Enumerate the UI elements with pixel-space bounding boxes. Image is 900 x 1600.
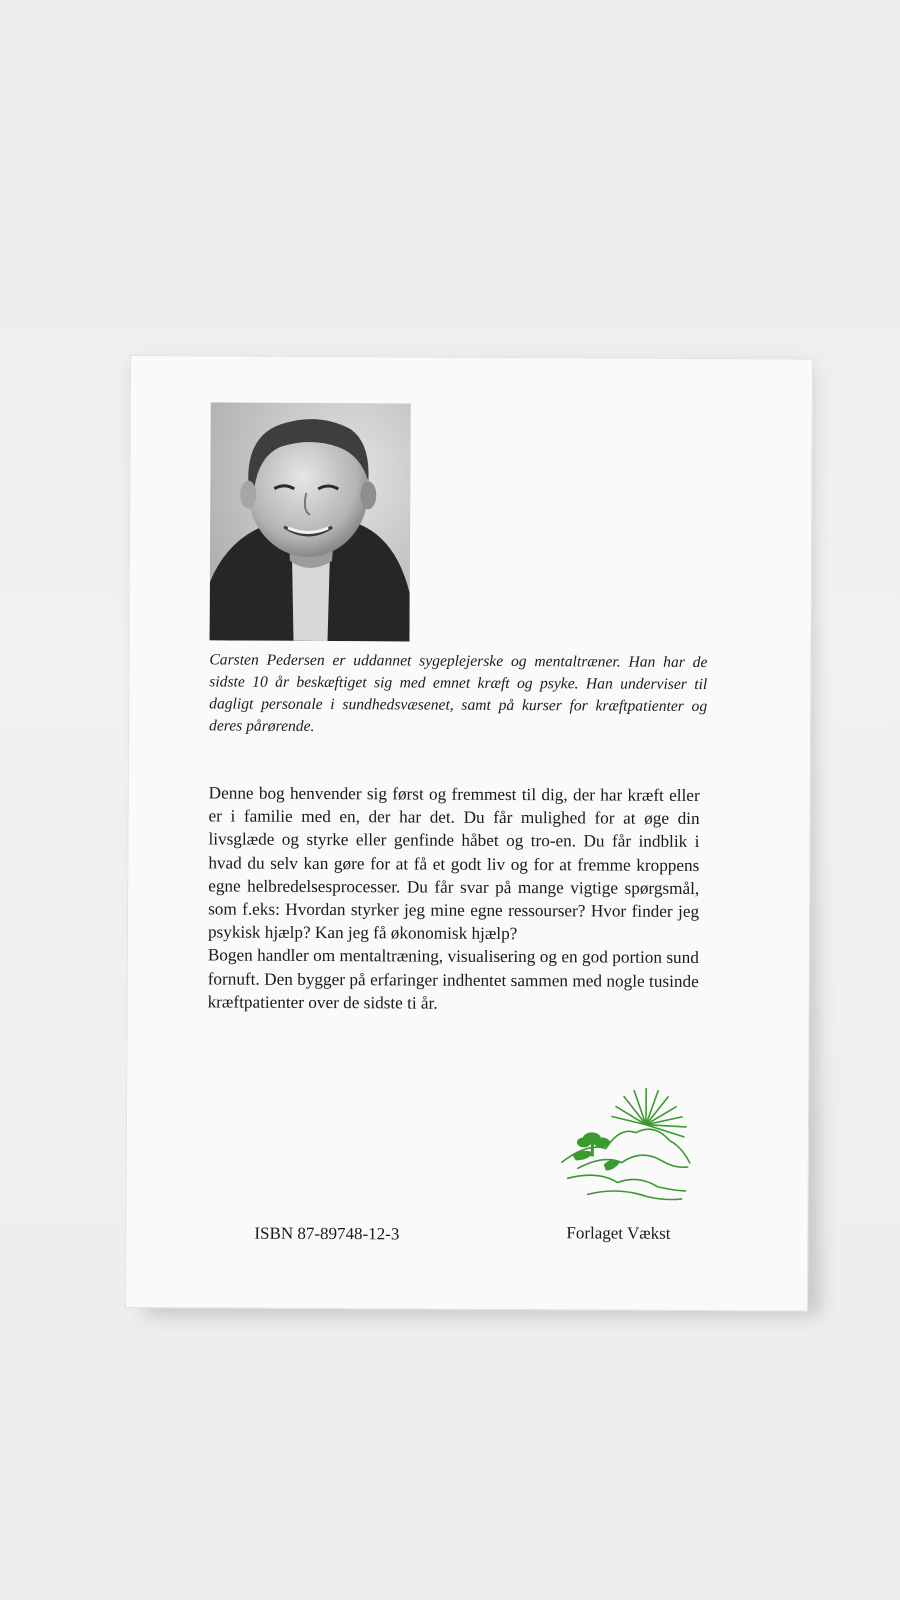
book-back-cover: [125, 355, 813, 1312]
author-photo: [210, 402, 411, 641]
isbn-number: ISBN 87-89748-12-3: [254, 1223, 400, 1244]
blurb-paragraph: Denne bog henvender sig først og fremmest til dig, der har kræft eller er i familie med en, der har det. Du får mulighed for at øge din livsglæde og styrke eller genfinde håbet og tro-en. Du får indblik i hvad du selv kan gøre for at få et godt liv og for at fremme kroppens egne helbredelsesprocesser. Du får svar på mange vigtige spørgsmål, som f.eks: Hvordan styrker jeg mine egne ressourser? Hvor finder jeg psykisk hjælp? Kan jeg få økonomisk hjælp?: [207, 783, 700, 944]
publisher-logo: [558, 1082, 699, 1203]
book-blurb: [208, 781, 700, 1016]
publisher-name: Forlaget Vækst: [566, 1223, 671, 1243]
blurb-paragraph: Bogen handler om mentaltræning, visualisering og en god portion sund fornuft. Den bygger på erfaringer indhentet sammen med nogle tusinde kræftpatienter over de sidste ti år.: [207, 945, 699, 1013]
author-bio: Carsten Pedersen er uddannet sygeplejerske og mentaltræner. Han har de sidste 10 år beskæftiget sig med emnet kræft og psyke. Han underviser til dagligt personale i sundhedsvæsenet, samt på kurser for kræftpatienter og deres pårørende.: [209, 651, 708, 735]
